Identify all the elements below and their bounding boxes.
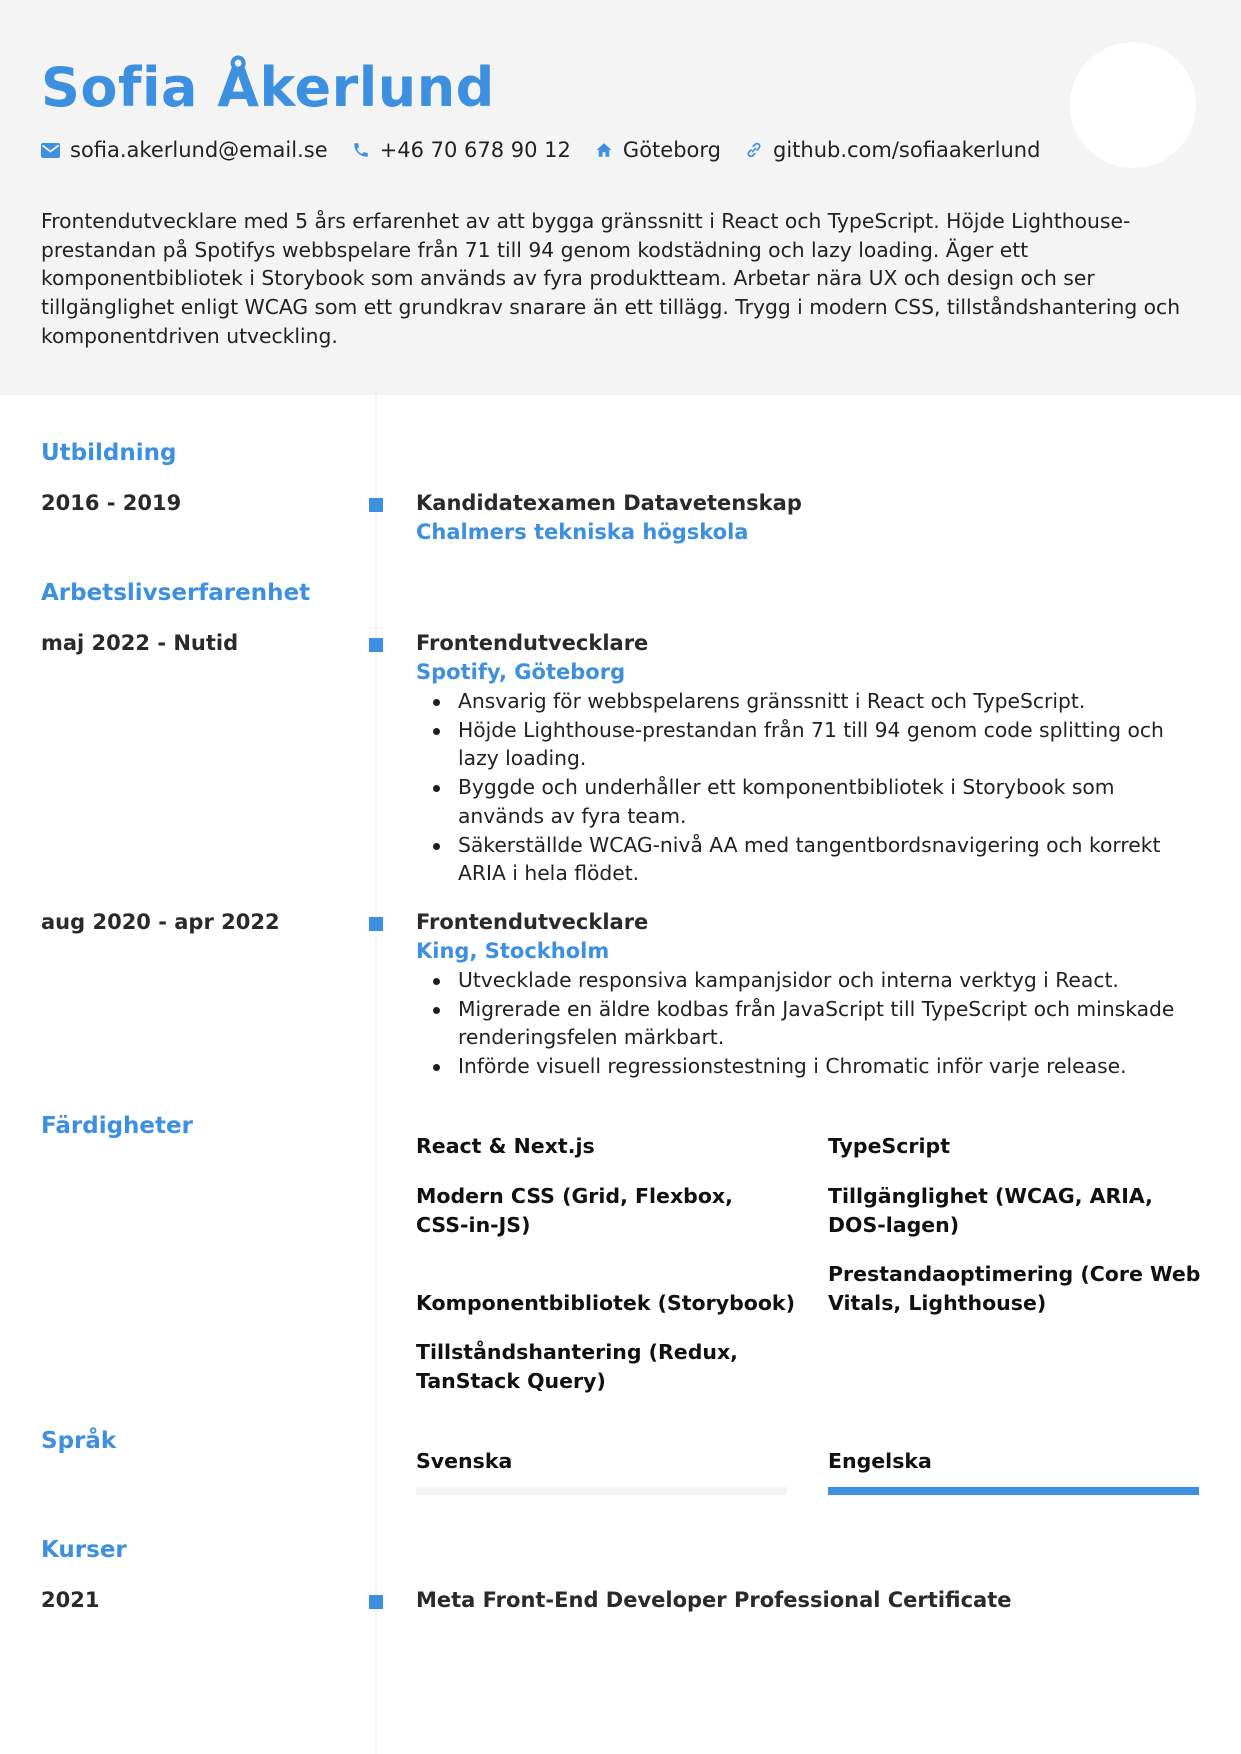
degree-title: Kandidatexamen Datavetenskap <box>416 491 802 515</box>
github-link[interactable]: github.com/sofiaakerlund <box>772 138 1041 162</box>
contact-city <box>595 138 721 162</box>
contact-row <box>41 135 1064 165</box>
language-level-bar <box>828 1487 1199 1495</box>
bullet-item: Höjde Lighthouse-prestandan från 71 till 94 genom code splitting och lazy loading. <box>416 716 1196 773</box>
timeline-marker <box>369 498 383 512</box>
header <box>0 0 1241 395</box>
education-date: 2016 - 2019 <box>41 491 182 515</box>
candidate-name: Sofia Åkerlund <box>41 56 495 119</box>
timeline-divider <box>375 395 377 1754</box>
skill-item: Prestandaoptimering (Core Web Vitals, Lighthouse) <box>828 1262 1201 1315</box>
company-name: King, Stockholm <box>416 939 610 963</box>
job-bullets <box>416 966 1196 1081</box>
language-name: Svenska <box>416 1449 513 1473</box>
city-text: Göteborg <box>622 138 721 162</box>
skill-item: Komponentbibliotek (Storybook) <box>416 1291 795 1315</box>
school-name: Chalmers tekniska högskola <box>416 520 749 544</box>
bullet-item: Ansvarig för webbspelarens gränssnitt i React och TypeScript. <box>416 687 1196 716</box>
job-date: aug 2020 - apr 2022 <box>41 910 280 934</box>
profile-photo <box>1070 42 1196 168</box>
job-date: maj 2022 - Nutid <box>41 631 239 655</box>
bullet-item: Utvecklade responsiva kampanjsidor och interna verktyg i React. <box>416 966 1196 995</box>
link-icon <box>745 141 773 159</box>
bullet-item: Byggde och underhåller ett komponentbibliotek i Storybook som används av fyra team. <box>416 773 1196 830</box>
language-level-fill <box>828 1487 1199 1495</box>
phone-text: +46 70 678 90 12 <box>379 138 571 162</box>
envelope-icon <box>41 143 70 158</box>
bullet-item: Säkerställde WCAG-nivå AA med tangentbordsnavigering och korrekt ARIA i hela flödet. <box>416 831 1196 888</box>
home-icon <box>595 141 623 159</box>
phone-icon <box>352 141 380 159</box>
skill-item: TypeScript <box>828 1134 951 1158</box>
timeline-marker <box>369 917 383 931</box>
job-title: Frontendutvecklare <box>416 910 649 934</box>
email-text: sofia.akerlund@email.se <box>70 138 328 162</box>
skills-heading: Färdigheter <box>41 1113 193 1139</box>
experience-heading: Arbetslivserfarenhet <box>41 580 311 606</box>
bullet-item: Införde visuell regressionstestning i Chromatic inför varje release. <box>416 1052 1196 1081</box>
languages-heading: Språk <box>41 1428 117 1454</box>
timeline-marker <box>369 1595 383 1609</box>
skill-item: React & Next.js <box>416 1134 595 1158</box>
contact-github[interactable] <box>745 138 1040 162</box>
language-level-bar <box>416 1487 787 1495</box>
company-name: Spotify, Göteborg <box>416 660 626 684</box>
job-title: Frontendutvecklare <box>416 631 649 655</box>
course-date: 2021 <box>41 1588 100 1612</box>
skill-item: Modern CSS (Grid, Flexbox, CSS-in-JS) <box>416 1184 733 1237</box>
contact-email[interactable] <box>41 138 328 162</box>
bullet-item: Migrerade en äldre kodbas från JavaScript till TypeScript och minskade renderingsfelen märkbart. <box>416 995 1196 1052</box>
contact-phone[interactable] <box>352 138 571 162</box>
skill-item: Tillståndshantering (Redux, TanStack Query) <box>416 1340 738 1393</box>
course-name: Meta Front-End Developer Professional Certificate <box>416 1588 1012 1612</box>
job-bullets <box>416 687 1196 888</box>
profile-summary: Frontendutvecklare med 5 års erfarenhet av att bygga gränssnitt i React och TypeScript. Höjde Lighthouse-prestandan på Spotifys webbspelare från 71 till 94 genom kodstädning och lazy loading. Äger ett komponentbibliotek i Storybook som används av fyra produktteam. Arbetar nära UX och design och ser tillgänglighet enligt WCAG som ett grundkrav snarare än ett tillägg. Trygg i modern CSS, tillståndshantering och komponentdriven utveckling. <box>41 209 1181 348</box>
education-heading: Utbildning <box>41 440 177 466</box>
timeline-marker <box>369 638 383 652</box>
skill-item: Tillgänglighet (WCAG, ARIA, DOS-lagen) <box>828 1184 1153 1237</box>
courses-heading: Kurser <box>41 1537 127 1563</box>
language-name: Engelska <box>828 1449 932 1473</box>
